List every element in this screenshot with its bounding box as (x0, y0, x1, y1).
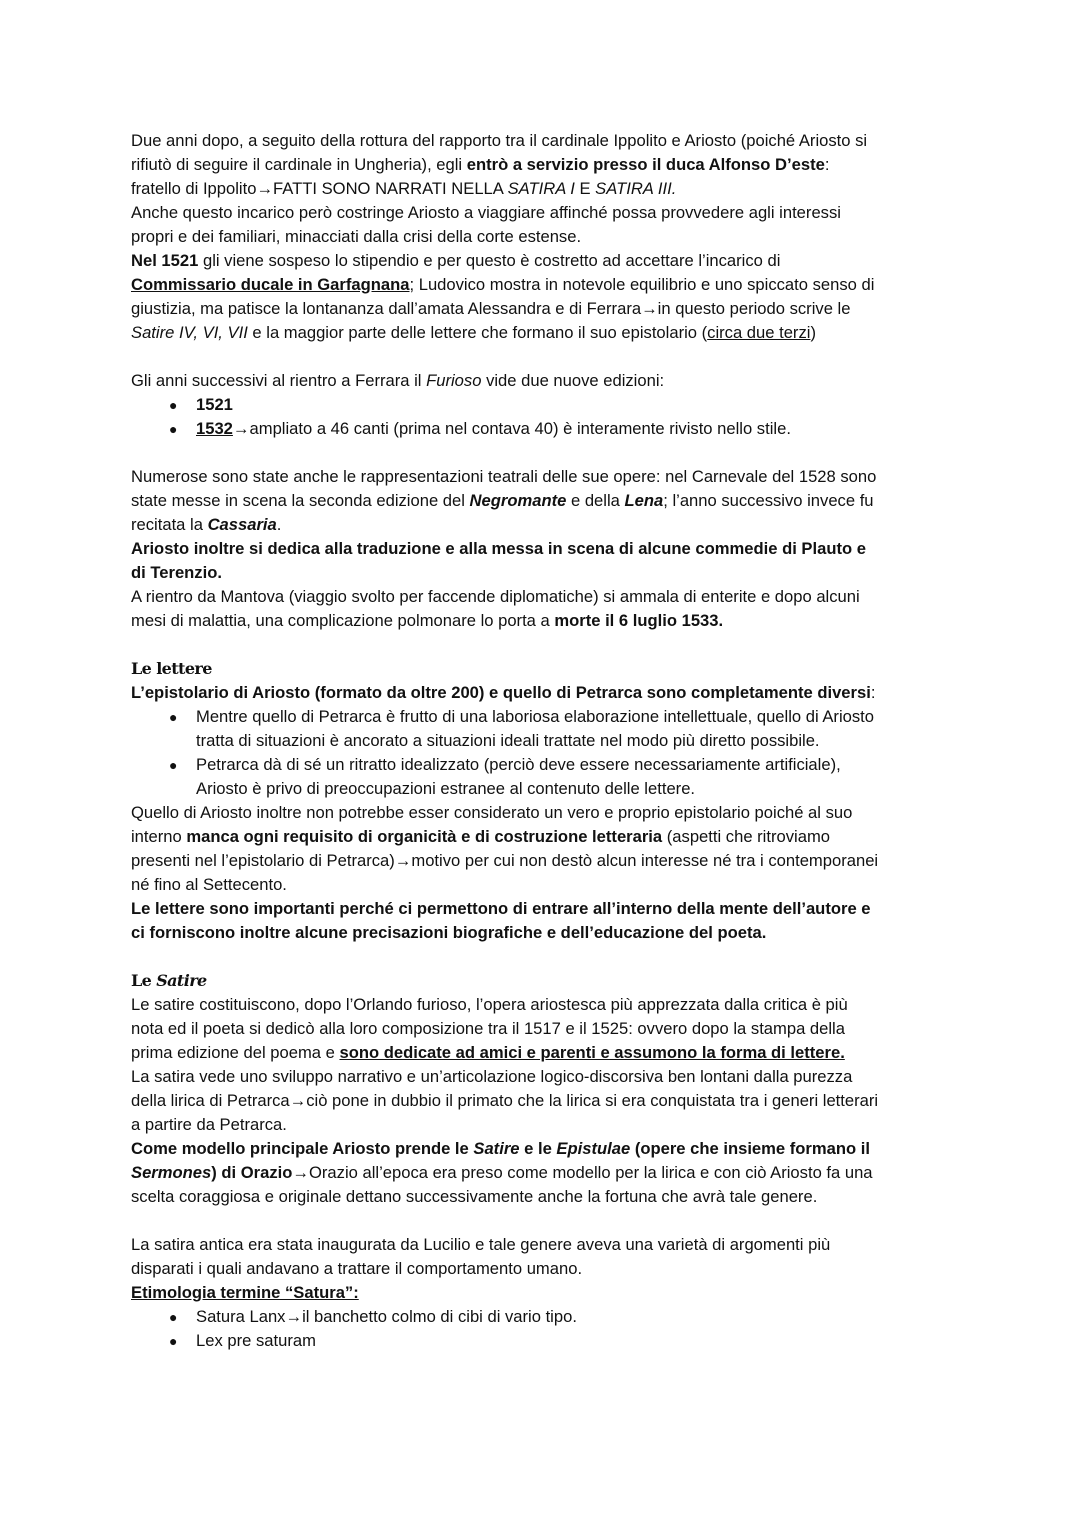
text-run: Ariosto è privo di preoccupazioni estranee al contenuto delle lettere. (196, 779, 696, 798)
text-line (131, 585, 961, 609)
text-run: Etimologia termine “Satura”: (131, 1283, 359, 1302)
text-run: Le (131, 971, 157, 990)
text-line (131, 681, 961, 705)
text-line (131, 1065, 961, 1089)
blank-line (131, 345, 961, 369)
text-line (131, 1281, 961, 1305)
text-run: Numerose sono state anche le rappresentazioni teatrali delle sue opere: nel Carnevale del 1528 sono (131, 467, 877, 486)
text-line (131, 849, 961, 873)
blank-line (131, 945, 961, 969)
list-item-line (131, 1329, 961, 1353)
text-line (131, 1185, 961, 1209)
text-line (131, 321, 961, 345)
list-item-line (131, 417, 961, 441)
text-run: Epistulae (556, 1139, 631, 1158)
text-run: Negromante (469, 491, 567, 510)
text-run: disparati i quali andavano a trattare il comportamento umano. (131, 1259, 583, 1278)
text-run: Satire IV, VI, VII (131, 323, 248, 342)
list-item-line (131, 753, 961, 777)
text-run: a partire da Petrarca. (131, 1115, 287, 1134)
text-line (131, 1089, 961, 1113)
text-run: rifiutò di seguire il cardinale in Ungheria), egli (131, 155, 467, 174)
text-run: ) (810, 323, 816, 342)
text-run: Lex pre saturam (196, 1331, 316, 1350)
text-line (131, 129, 961, 153)
text-run: (aspetti che ritroviamo (662, 827, 830, 846)
text-run: La satira antica era stata inaugurata da Lucilio e tale genere aveva una varietà di argomenti più (131, 1235, 831, 1254)
text-line (131, 1113, 961, 1137)
text-run: entrò a servizio presso il duca Alfonso D’este (466, 155, 825, 174)
text-line (131, 369, 961, 393)
text-run: di Terenzio. (131, 563, 222, 582)
text-run: Cassaria (207, 515, 277, 534)
text-line (131, 873, 961, 897)
text-run: ; l’anno successivo invece fu (663, 491, 874, 510)
text-run: Ariosto inoltre si dedica alla traduzione e alla messa in scena di alcune commedie di Plauto e (131, 539, 866, 558)
text-run: L’epistolario di Ariosto (formato da oltre 200) e quello di Petrarca sono completamente diversi (131, 683, 871, 702)
blank-line (131, 441, 961, 465)
text-run: : (824, 155, 830, 174)
text-run: Le lettere sono importanti perché ci permettono di entrare all’interno della mente dell’autore e (131, 899, 871, 918)
text-line (131, 297, 961, 321)
text-line (131, 1257, 961, 1281)
list-item-line (131, 777, 961, 801)
text-run: (opere che insieme formano il (630, 1139, 870, 1158)
text-line (131, 177, 961, 201)
text-run: sono dedicate ad amici e parenti e assumono la forma di lettere. (339, 1043, 845, 1062)
text-line (131, 801, 961, 825)
text-run: →Orazio all’epoca era preso come modello per la lirica e con ciò Ariosto fa una (292, 1163, 873, 1182)
blank-line (131, 1209, 961, 1233)
text-run: Quello di Ariosto inoltre non potrebbe esser considerato un vero e proprio epistolario poiché al suo (131, 803, 853, 822)
text-run: Gli anni successivi al rientro a Ferrara il (131, 371, 427, 390)
list-item-line (131, 393, 961, 417)
bullet-icon: ● (169, 1333, 178, 1349)
text-run: Furioso (426, 371, 482, 390)
text-line (131, 1161, 961, 1185)
text-run: . (276, 515, 282, 534)
list-item-line (131, 705, 961, 729)
text-run: Le lettere (131, 659, 212, 678)
text-line (131, 609, 961, 633)
text-line (131, 537, 961, 561)
bullet-icon: ● (169, 757, 178, 773)
text-run: recitata la (131, 515, 208, 534)
text-line (131, 1041, 961, 1065)
text-run: Satire (473, 1139, 520, 1158)
text-run: : (870, 683, 876, 702)
list-item-line (131, 1305, 961, 1329)
text-line (131, 993, 961, 1017)
text-line (131, 1137, 961, 1161)
text-run: ci forniscono inoltre alcune precisazioni biografiche e dell’educazione del poeta. (131, 923, 767, 942)
text-run: prima edizione del poema e (131, 1043, 340, 1062)
text-run: 1532 (196, 419, 233, 438)
text-line (131, 201, 961, 225)
text-line (131, 225, 961, 249)
text-run: vide due nuove edizioni: (481, 371, 665, 390)
text-line (131, 561, 961, 585)
text-run: e della (566, 491, 625, 510)
bullet-icon: ● (169, 1309, 178, 1325)
text-run: tratta di situazioni è ancorato a situazioni ideali trattate nel modo più diretto possibile. (196, 731, 820, 750)
text-run: SATIRA III. (595, 179, 677, 198)
text-run: Due anni dopo, a seguito della rottura del rapporto tra il cardinale Ippolito e Ariosto (poiché Ariosto si (131, 131, 868, 150)
text-run: ) di Orazio (211, 1163, 293, 1182)
section-heading (131, 657, 961, 681)
text-run: Satura Lanx→il banchetto colmo di cibi di vario tipo. (196, 1307, 577, 1326)
text-run: Come modello principale Ariosto prende le (131, 1139, 474, 1158)
text-run: della lirica di Petrarca→ciò pone in dubbio il primato che la lirica si era conquistata tra i generi letterari (131, 1091, 879, 1110)
bullet-icon: ● (169, 397, 178, 413)
text-run: fratello di Ippolito→FATTI SONO NARRATI NELLA (131, 179, 508, 198)
text-run: Lena (624, 491, 664, 510)
list-item-line (131, 729, 961, 753)
text-run: gli viene sospeso lo stipendio e per questo è costretto ad accettare l’incarico di (198, 251, 781, 270)
text-run: E (574, 179, 596, 198)
section-heading (131, 969, 961, 993)
text-run: Anche questo incarico però costringe Ariosto a viaggiare affinché possa provvedere agli interessi (131, 203, 841, 222)
text-run: né fino al Settecento. (131, 875, 287, 894)
text-line (131, 825, 961, 849)
text-run: manca ogni requisito di organicità e di costruzione letteraria (186, 827, 663, 846)
text-line (131, 513, 961, 537)
text-run: state messe in scena la seconda edizione del (131, 491, 470, 510)
text-run: 1521 (196, 395, 233, 414)
text-run: mesi di malattia, una complicazione polmonare lo porta a (131, 611, 555, 630)
text-line (131, 465, 961, 489)
text-line (131, 153, 961, 177)
text-run: propri e dei familiari, minacciati dalla crisi della corte estense. (131, 227, 582, 246)
text-run: ; Ludovico mostra in notevole equilibrio e uno spiccato senso di (409, 275, 875, 294)
text-line (131, 921, 961, 945)
text-run: interno (131, 827, 187, 846)
text-run: Commissario ducale in Garfagnana (131, 275, 410, 294)
text-run: Satire (156, 971, 207, 990)
text-run: scelta coraggiosa e originale dettano successivamente anche la fortuna che avrà tale genere. (131, 1187, 818, 1206)
text-line (131, 1017, 961, 1041)
text-line (131, 273, 961, 297)
text-run: Le satire costituiscono, dopo l’Orlando furioso, l’opera ariostesca più apprezzata dalla critica è più (131, 995, 848, 1014)
text-run: Mentre quello di Petrarca è frutto di una laboriosa elaborazione intellettuale, quello di Ariosto (196, 707, 874, 726)
blank-line (131, 633, 961, 657)
text-line (131, 249, 961, 273)
text-run: e la maggior parte delle lettere che formano il suo epistolario ( (247, 323, 708, 342)
text-run: circa due terzi (707, 323, 811, 342)
text-line (131, 1233, 961, 1257)
text-run: nota ed il poeta si dedicò alla loro composizione tra il 1517 e il 1525: ovvero dopo la stampa della (131, 1019, 845, 1038)
text-run: →ampliato a 46 canti (prima nel contava 40) è interamente rivisto nello stile. (232, 419, 791, 438)
text-run: Nel 1521 (131, 251, 199, 270)
text-run: morte il 6 luglio 1533. (554, 611, 724, 630)
text-run: La satira vede uno sviluppo narrativo e un’articolazione logico-discorsiva ben lontani dalla purezza (131, 1067, 853, 1086)
text-run: presenti nel l’epistolario di Petrarca)→motivo per cui non destò alcun interesse né tra i contemporanei (131, 851, 879, 870)
text-run: e le (519, 1139, 557, 1158)
document-page (131, 129, 961, 1353)
bullet-icon: ● (169, 709, 178, 725)
text-line (131, 897, 961, 921)
text-run: giustizia, ma patisce la lontananza dall’amata Alessandra e di Ferrara→in questo periodo scrive le (131, 299, 851, 318)
text-run: A rientro da Mantova (viaggio svolto per faccende diplomatiche) si ammala di enterite e dopo alcuni (131, 587, 860, 606)
text-run: Sermones (131, 1163, 212, 1182)
text-run: Petrarca dà di sé un ritratto idealizzato (perciò deve essere necessariamente artificiale), (196, 755, 841, 774)
bullet-icon: ● (169, 421, 178, 437)
text-line (131, 489, 961, 513)
text-run: SATIRA I (507, 179, 575, 198)
